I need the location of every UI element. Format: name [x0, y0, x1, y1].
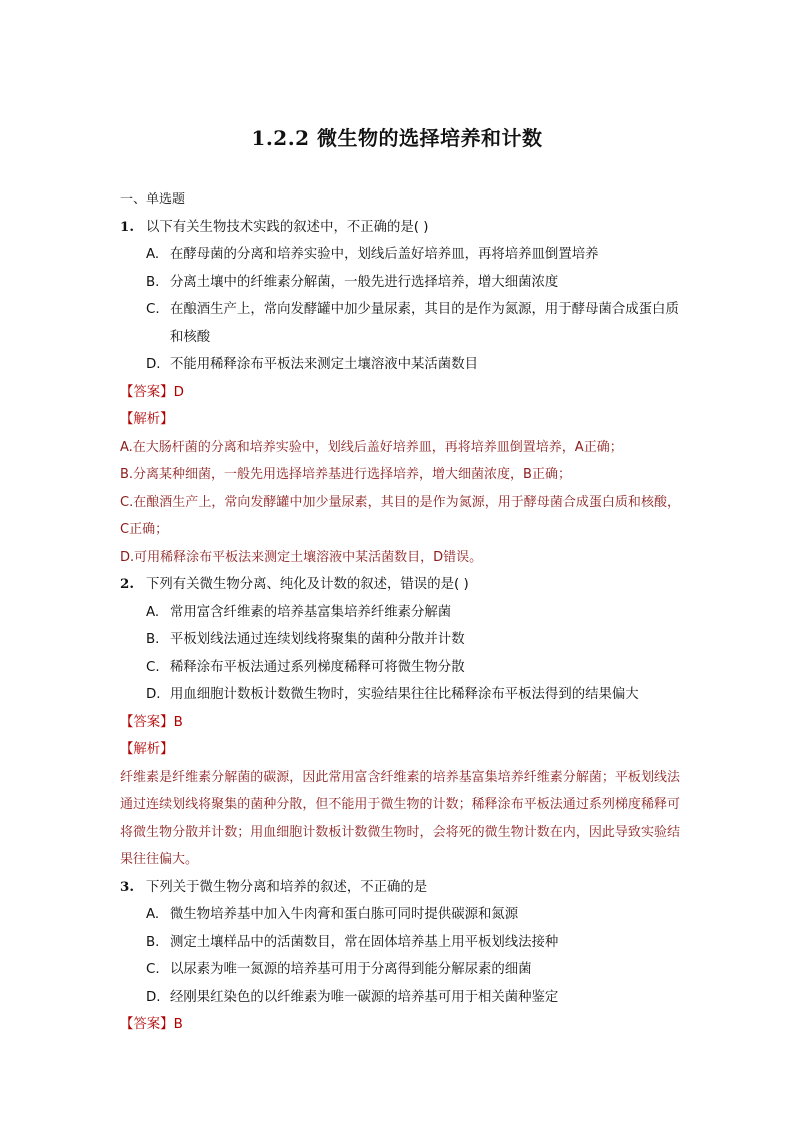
option-letter: B. — [146, 632, 160, 647]
question-1 — [120, 214, 680, 242]
analysis-line: C.在酿酒生产上，常向发酵罐中加少量尿素，其目的是作为氮源，用于酵母菌合成蛋白质和核酸，C正确； — [120, 494, 680, 537]
option-b — [146, 626, 680, 654]
option-letter: B. — [146, 274, 160, 290]
option-text: 以尿素为唯一氮源的培养基可用于分离得到能分解尿素的细菌 — [170, 962, 532, 977]
option-letter: D. — [146, 357, 161, 372]
page-title: 1.2.2 微生物的选择培养和计数 — [251, 126, 543, 150]
question-3 — [120, 874, 680, 902]
analysis-line: 纤维素是纤维素分解菌的碳源，因此常用富含纤维素的培养基富集培养纤维素分解菌；平板划线法通过连续划线将聚集的菌种分散，但不能用于微生物的计数；稀释涂布平板法通过系列梯度稀释可将微生物分散并计数；用血细胞计数板计数微生物时，会将死的微生物计数在内，因此导致实验结果往往偏大。 — [120, 769, 680, 867]
analysis-line: D.可用稀释涂布平板法来测定土壤溶液中某活菌数目，D错误。 — [120, 549, 483, 565]
option-letter: C. — [146, 659, 160, 675]
document-content — [120, 186, 680, 1039]
option-d — [146, 351, 680, 379]
analysis-line: A.在大肠杆菌的分离和培养实验中，划线后盖好培养皿，再将培养皿倒置培养，A正确； — [120, 439, 623, 455]
question-1-options — [120, 241, 680, 379]
analysis-body — [120, 764, 680, 874]
option-text: 用血细胞计数板计数微生物时，实验结果往往比稀释涂布平板法得到的结果偏大 — [170, 687, 639, 702]
option-d — [146, 984, 680, 1012]
option-letter: C. — [146, 302, 160, 317]
section-heading: 一、单选题 — [120, 192, 186, 207]
option-text: 平板划线法通过连续划线将聚集的菌种分散并计数 — [170, 632, 465, 647]
analysis-label: 【解析】 — [120, 412, 174, 427]
question-stem: 下列有关微生物分离、纯化及计数的叙述，错误的是( ) — [146, 577, 469, 592]
option-text: 经刚果红染色的以纤维素为唯一碳源的培养基可用于相关菌种鉴定 — [170, 989, 559, 1005]
question-2-options — [120, 599, 680, 709]
answer-label: 【答案】 — [120, 714, 174, 730]
option-letter: D. — [146, 989, 161, 1005]
option-text: 不能用稀释涂布平板法来测定土壤溶液中某活菌数目 — [170, 357, 478, 372]
option-b — [146, 929, 680, 957]
question-number: 2. — [120, 576, 134, 592]
option-text: 在酵母菌的分离和培养实验中，划线后盖好培养皿，再将培养皿倒置培养 — [170, 247, 599, 262]
answer-value: B — [173, 1017, 183, 1032]
answer-label: 【答案】 — [120, 384, 174, 400]
analysis-line: B.分离某种细菌，一般先用选择培养基进行选择培养，增大细菌浓度，B正确； — [120, 467, 571, 482]
option-letter: A. — [146, 604, 160, 620]
question-number: 1. — [120, 218, 134, 235]
answer-value: D — [173, 384, 184, 400]
option-letter: C. — [146, 962, 160, 977]
option-letter: B. — [146, 934, 160, 950]
option-b — [146, 269, 680, 297]
answer-value: B — [173, 714, 183, 730]
option-letter: A. — [146, 247, 160, 262]
option-text: 常用富含纤维素的培养基富集培养纤维素分解菌 — [170, 604, 452, 620]
question-number: 3. — [120, 878, 134, 895]
option-a — [146, 241, 680, 269]
analysis-label: 【解析】 — [120, 742, 174, 757]
answer-label: 【答案】 — [120, 1017, 174, 1032]
question-stem: 下列关于微生物分离和培养的叙述，不正确的是 — [146, 879, 428, 895]
answer-line — [120, 379, 680, 407]
answer-line — [120, 1011, 680, 1039]
option-text: 在酿酒生产上，常向发酵罐中加少量尿素，其目的是作为氮源，用于酵母菌合成蛋白质和核酸 — [170, 302, 679, 345]
analysis-body — [120, 434, 680, 572]
option-text: 稀释涂布平板法通过系列梯度稀释可将微生物分散 — [170, 659, 465, 675]
option-a — [146, 599, 680, 627]
question-2 — [120, 571, 680, 599]
option-d — [146, 681, 680, 709]
option-text: 测定土壤样品中的活菌数目，常在固体培养基上用平板划线法接种 — [170, 934, 559, 950]
option-c — [146, 956, 680, 984]
question-stem: 以下有关生物技术实践的叙述中，不正确的是( ) — [146, 219, 429, 235]
option-a — [146, 901, 680, 929]
option-c — [146, 654, 680, 682]
option-letter: A. — [146, 907, 160, 922]
option-text: 微生物培养基中加入牛肉膏和蛋白胨可同时提供碳源和氮源 — [170, 907, 519, 922]
question-3-options — [120, 901, 680, 1011]
answer-line — [120, 709, 680, 737]
option-text: 分离土壤中的纤维素分解菌，一般先进行选择培养，增大细菌浓度 — [170, 274, 559, 290]
option-letter: D. — [146, 687, 161, 702]
option-c — [146, 296, 680, 351]
